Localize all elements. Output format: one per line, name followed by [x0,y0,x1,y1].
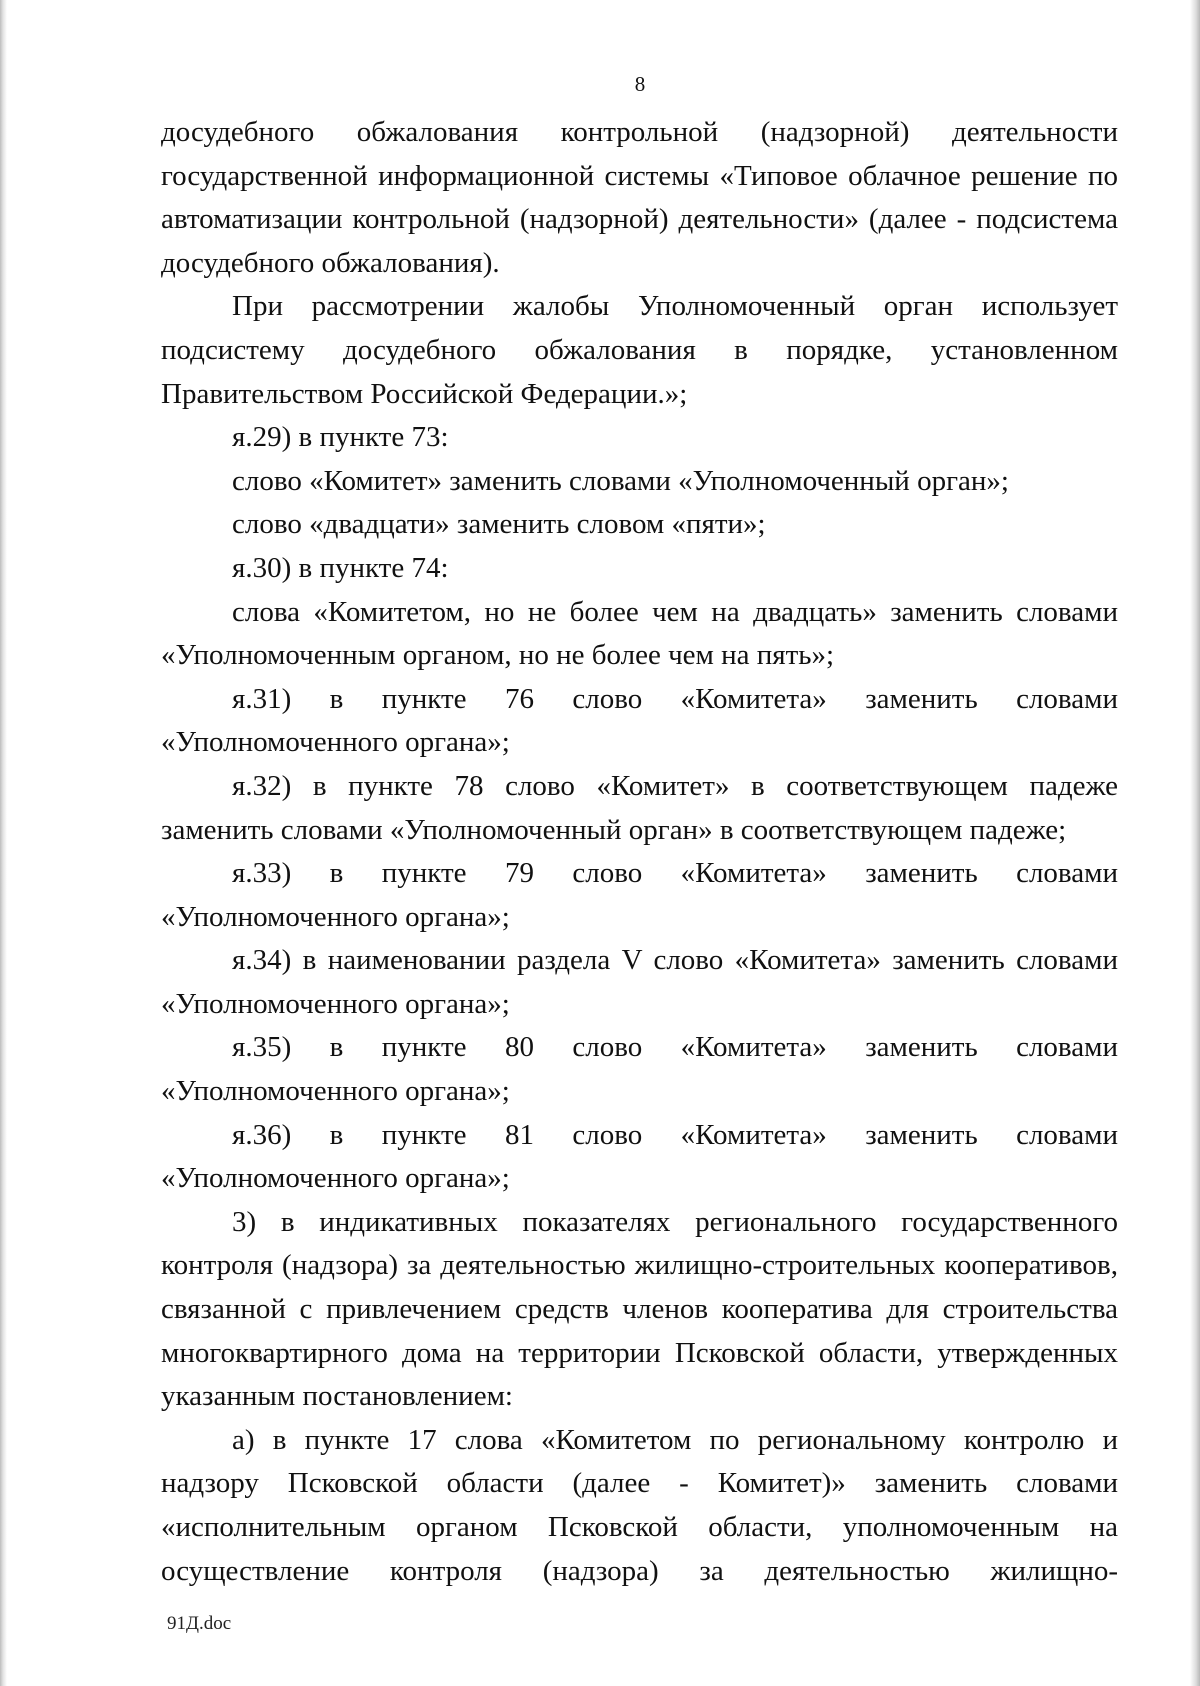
paragraph-5: слово «двадцати» заменить словом «пяти»; [232,508,766,541]
paragraph-9: я.32) в пункте 78 слово «Комитет» в соответствующем падеже заменить словами «Уполномоченный орган» в соответствующем падеже; [161,769,1118,846]
paragraph-6: я.30) в пункте 74: [232,551,449,584]
paragraph-12: я.35) в пункте 80 слово «Комитета» заменить словами «Уполномоченного органа»; [161,1031,1118,1108]
document-body [161,111,1118,1593]
scan-left-edge [0,0,7,1686]
paragraph-1: досудебного обжалования контрольной (надзорной) деятельности государственной информационной системы «Типовое облачное решение по автоматизации контрольной (надзорной) деятельности» (далее - подсистема досудебного обжалования). [161,116,1118,279]
paragraph-3: я.29) в пункте 73: [232,421,449,454]
document-filename-footer: 91Д.doc [167,1613,232,1634]
paragraph-14: 3) в индикативных показателях регионального государственного контроля (надзора) за деятельностью жилищно-строительных кооперативов, связанной с привлечением средств членов кооператива для строительства многоквартирного дома на территории Псковской области, утвержденных указанным постановлением: [161,1205,1118,1413]
paragraph-8: я.31) в пункте 76 слово «Комитета» заменить словами «Уполномоченного органа»; [161,682,1118,759]
paragraph-11: я.34) в наименовании раздела V слово «Комитета» заменить словами «Уполномоченного органа»; [161,944,1118,1020]
paragraph-10: я.33) в пункте 79 слово «Комитета» заменить словами «Уполномоченного органа»; [161,857,1118,933]
page-number: 8 [634,72,646,96]
scan-right-edge [1190,0,1200,1686]
paragraph-2: При рассмотрении жалобы Уполномоченный орган использует подсистему досудебного обжалования в порядке, установленном Правительством Российской Федерации.»; [161,290,1118,410]
paragraph-15: а) в пункте 17 слова «Комитетом по региональному контролю и надзору Псковской области (далее - Комитет)» заменить словами «исполнительным органом Псковской области, уполномоченным на осуществление контроля (надзора) за деятельностью жилищно- [161,1423,1118,1587]
paragraph-7: слова «Комитетом, но не более чем на двадцать» заменить словами «Уполномоченным органом, но не более чем на пять»; [161,595,1118,672]
paragraph-4: слово «Комитет» заменить словами «Уполномоченный орган»; [232,464,1009,497]
paragraph-13: я.36) в пункте 81 слово «Комитета» заменить словами «Уполномоченного органа»; [161,1118,1118,1195]
